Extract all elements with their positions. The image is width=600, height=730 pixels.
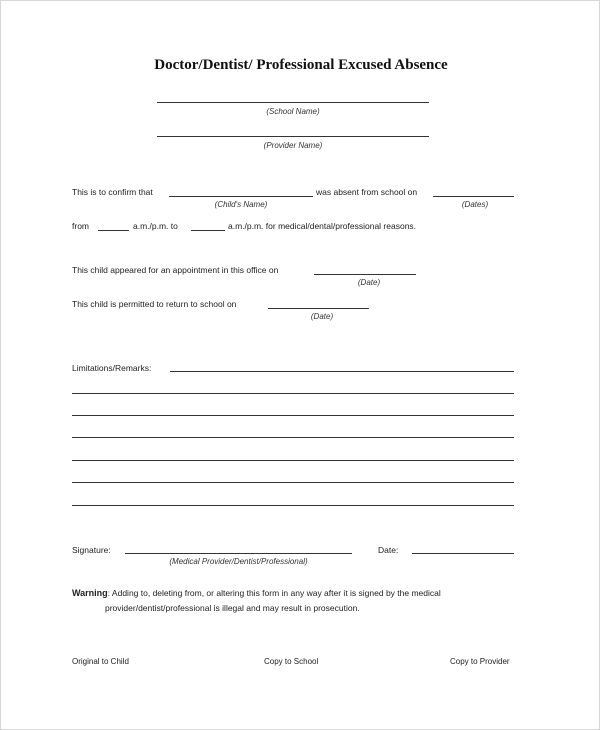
footer-provider-copy: Copy to Provider [450, 657, 510, 666]
dates-line[interactable] [433, 196, 514, 197]
remarks-line[interactable] [72, 460, 514, 461]
remarks-label: Limitations/Remarks: [72, 363, 152, 373]
remarks-line[interactable] [72, 482, 514, 483]
remarks-line[interactable] [72, 393, 514, 394]
appointment-date-line[interactable] [314, 274, 416, 275]
remarks-line[interactable] [72, 437, 514, 438]
remarks-line[interactable] [170, 371, 514, 372]
return-date-caption: (Date) [310, 312, 334, 321]
child-name-line[interactable] [169, 196, 313, 197]
school-name-caption: (School Name) [266, 107, 320, 116]
signature-line[interactable] [125, 553, 352, 554]
to-time-line[interactable] [191, 230, 225, 231]
provider-name-line[interactable] [157, 136, 429, 137]
from-text: from [72, 221, 89, 231]
appointment-text: This child appeared for an appointment in this office on [72, 265, 279, 275]
warning-text: : Adding to, deleting from, or altering this form in any way after it is signed by the medical [107, 588, 441, 598]
signature-label: Signature: [72, 545, 111, 555]
warning-line-1 [72, 588, 441, 598]
dates-caption: (Dates) [461, 200, 489, 209]
warning-line-2: provider/dentist/professional is illegal and may result in prosecution. [105, 603, 360, 613]
child-name-caption: (Child's Name) [214, 200, 268, 209]
warning-label: Warning [72, 588, 108, 598]
remarks-line[interactable] [72, 415, 514, 416]
date-label: Date: [378, 545, 399, 555]
return-text: This child is permitted to return to school on [72, 299, 237, 309]
signature-caption: (Medical Provider/Dentist/Professional) [169, 557, 308, 566]
signature-date-line[interactable] [412, 553, 514, 554]
footer-school-copy: Copy to School [264, 657, 319, 666]
footer-original: Original to Child [72, 657, 129, 666]
ampm-for-text: a.m./p.m. for medical/dental/professional reasons. [228, 221, 417, 231]
ampm-to-text: a.m./p.m. to [133, 221, 178, 231]
return-date-line[interactable] [268, 308, 369, 309]
school-name-line[interactable] [157, 102, 429, 103]
provider-name-caption: (Provider Name) [263, 141, 323, 150]
remarks-line[interactable] [72, 505, 514, 506]
confirm-prefix: This is to confirm that [72, 187, 153, 197]
absent-text: was absent from school on [316, 187, 418, 197]
from-time-line[interactable] [98, 230, 129, 231]
appointment-date-caption: (Date) [357, 278, 381, 287]
form-title: Doctor/Dentist/ Professional Excused Absence [154, 57, 448, 73]
